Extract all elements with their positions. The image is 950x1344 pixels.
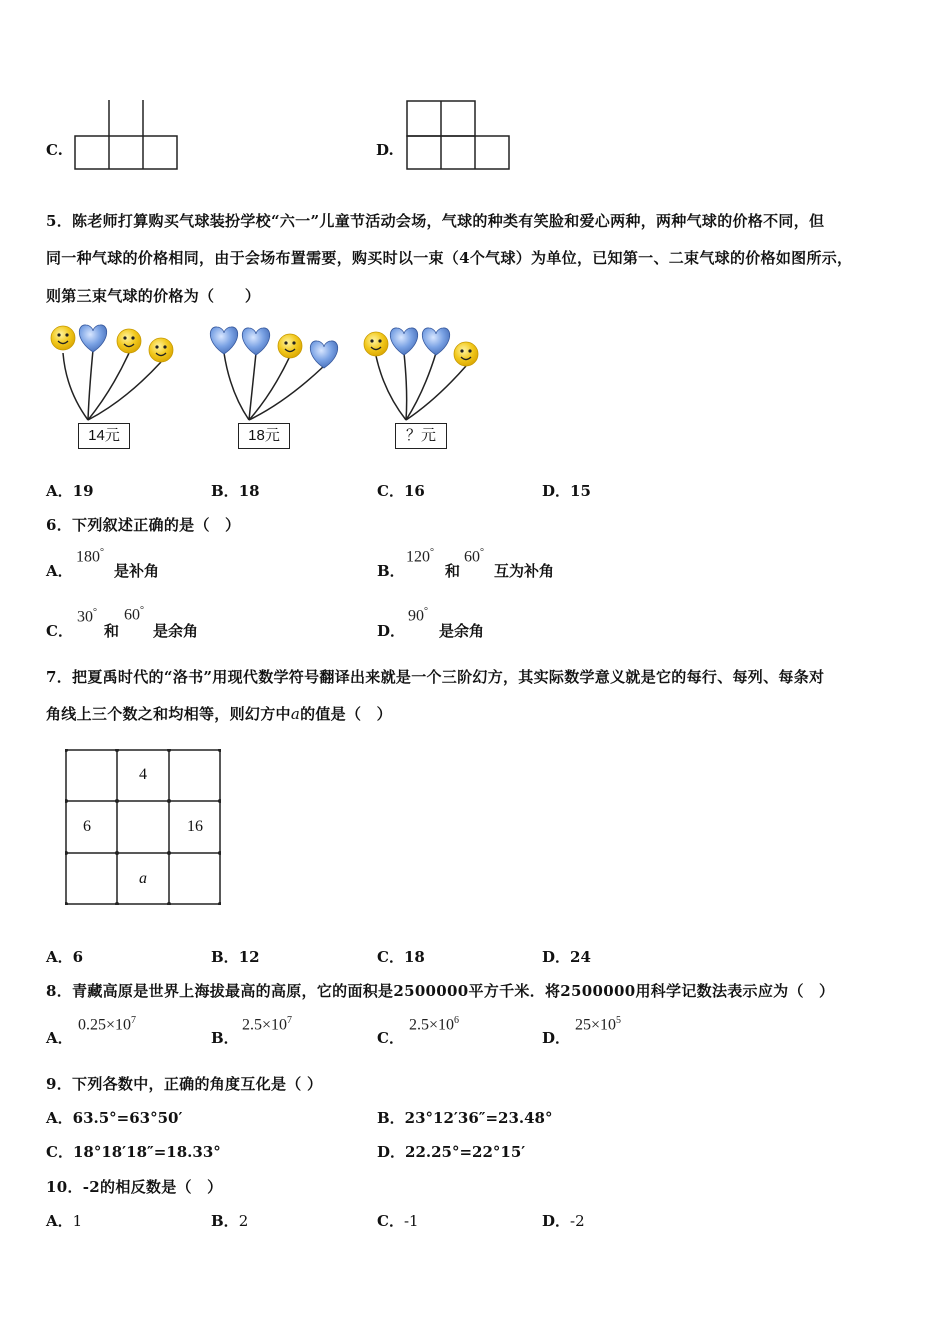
q6-option-b-text: 互为补角	[494, 562, 555, 580]
q7-cell	[65, 853, 117, 905]
option-label: A．	[46, 482, 73, 500]
option-label: D．	[542, 1212, 571, 1230]
q5-option-d[interactable]	[542, 480, 591, 501]
q7-line-1: 7．把夏禹时代的“洛书”用现代数学符号翻译出来就是一个三阶幻方，其实际数学意义就是它的每行、每列、每条对	[46, 668, 825, 686]
q9-option-b[interactable]: B．23°12′36″=23.48°	[377, 1109, 553, 1127]
q8-option-c-label[interactable]: C．	[377, 1029, 404, 1047]
q7-cell: 16	[187, 818, 203, 835]
q5-bunch-2	[210, 327, 337, 420]
q5-bunch-1-smiley-icon	[117, 329, 141, 353]
q4-option-d-figure	[404, 99, 514, 173]
q9-option-a[interactable]: A．63.5°=63°50′	[46, 1109, 183, 1127]
q5-bunch-1-price: 14元	[78, 423, 130, 449]
q10-option-a[interactable]	[46, 1210, 82, 1231]
option-label: B．	[211, 948, 239, 966]
q5-bunch-1-heart-icon	[79, 325, 106, 352]
q7-line-2: 角线上三个数之和均相等，则幻方中a的值是（ ）	[46, 705, 392, 723]
option-value: -2	[570, 1212, 585, 1230]
q6-option-a-label[interactable]: A．	[46, 562, 73, 580]
q5-option-b[interactable]	[211, 480, 260, 501]
option-label: C．	[377, 1212, 404, 1230]
q10-option-c[interactable]	[377, 1210, 419, 1231]
q9-option-c[interactable]: C．18°18′18″=18.33°	[46, 1143, 221, 1161]
option-label: C．	[377, 948, 404, 966]
option-value: 19	[72, 482, 94, 500]
q5-bunch-1	[51, 325, 173, 420]
q5-bunch-2-smiley-icon	[278, 334, 302, 358]
q6-option-c-label[interactable]: C．	[46, 622, 73, 640]
option-value: -1	[403, 1212, 419, 1230]
q6-option-b-math-1: 120°	[406, 547, 434, 566]
q5-bunch-1-smiley-icon	[149, 338, 173, 362]
q7-option-d[interactable]	[542, 946, 591, 967]
option-label: D．	[542, 482, 571, 500]
q5-bunch-3-heart-icon	[422, 328, 449, 355]
q5-bunch-3-smiley-icon	[364, 332, 388, 356]
q4-option-c-label: C.	[46, 141, 63, 159]
option-value: 15	[570, 482, 591, 500]
option-value: 18	[238, 482, 260, 500]
q7-cell	[169, 853, 221, 905]
option-value: 1	[72, 1212, 83, 1230]
q7-cell-a: a	[139, 870, 147, 887]
q6-option-d-math: 90°	[408, 606, 428, 625]
q5-bunch-2-heart-icon	[242, 328, 269, 355]
q7-cell: 6	[83, 818, 91, 835]
option-value: 18	[403, 948, 425, 966]
option-label: B．	[211, 482, 239, 500]
q6-option-c-math-1: 30°	[77, 607, 97, 626]
q7-option-a[interactable]	[46, 946, 83, 967]
q8-option-d-label[interactable]: D．	[542, 1029, 571, 1047]
q5-bunch-3-price: ？元	[395, 423, 447, 449]
q10-option-d[interactable]	[542, 1210, 585, 1231]
q8-stem: 8．青藏高原是世界上海拔最高的高原，它的面积是2500000平方千米．将2500000用科学记数法表示应为（ ）	[46, 982, 835, 1000]
q6-option-c-math-2: 60°	[124, 605, 144, 624]
q7-option-c[interactable]	[377, 946, 425, 967]
q7-cell	[169, 749, 221, 801]
q6-option-d-label[interactable]: D．	[377, 622, 406, 640]
option-label: A．	[46, 1212, 73, 1230]
q9-option-d[interactable]: D．22.25°=22°15′	[377, 1143, 526, 1161]
q9-stem: 9．下列各数中，正确的角度互化是（ ）	[46, 1075, 323, 1093]
q5-bunch-2-heart-icon	[210, 327, 237, 354]
q6-stem: 6．下列叙述正确的是（ ）	[46, 516, 241, 534]
q6-option-b-label[interactable]: B．	[377, 562, 405, 580]
q4-option-d-label: D.	[376, 141, 394, 159]
q7-cell	[65, 749, 117, 801]
q5-bunch-3	[364, 328, 478, 420]
option-label: B．	[211, 1212, 239, 1230]
q5-bunch-1-smiley-icon	[51, 326, 75, 350]
q6-option-d-text: 是余角	[439, 622, 485, 640]
q10-option-b[interactable]	[211, 1210, 248, 1231]
q7-magic-square	[65, 749, 221, 905]
q8-option-d-math: $25\times 10^5$	[575, 1015, 622, 1034]
option-value: 6	[72, 948, 84, 966]
q5-bunch-2-heart-icon	[310, 341, 337, 368]
q10-stem: 10．-2的相反数是（ ）	[46, 1178, 223, 1196]
q7-option-b[interactable]	[211, 946, 260, 967]
q5-bunch-3-smiley-icon	[454, 342, 478, 366]
q6-option-a-text: 是补角	[114, 562, 160, 580]
q6-option-b-and: 和	[445, 562, 461, 580]
option-value: 12	[238, 948, 260, 966]
q5-line-2: 同一种气球的价格相同，由于会场布置需要，购买时以一束（4个气球）为单位，已知第一、二束气球的价格如图所示，	[46, 249, 853, 267]
q5-option-a[interactable]	[46, 480, 94, 501]
q5-bunch-2-price: 18元	[238, 423, 290, 449]
option-value: 16	[403, 482, 425, 500]
option-label: D．	[542, 948, 571, 966]
option-label: C．	[377, 482, 404, 500]
q5-line-1: 5．陈老师打算购买气球装扮学校“六一”儿童节活动会场，气球的种类有笑脸和爱心两种，两种气球的价格不同，但	[46, 212, 825, 230]
q7-cell	[117, 801, 169, 853]
option-value: 24	[570, 948, 591, 966]
option-value: 2	[238, 1212, 249, 1230]
q6-option-b-math-2: 60°	[464, 547, 484, 566]
q7-cell: 4	[139, 766, 147, 783]
q5-option-c[interactable]	[377, 480, 425, 501]
q8-option-a-label[interactable]: A．	[46, 1029, 73, 1047]
q8-option-b-label[interactable]: B．	[211, 1029, 239, 1047]
q8-option-a-math: $0.25\times 10^7$	[78, 1015, 137, 1034]
q6-option-c-and: 和	[104, 622, 120, 640]
q4-option-c-figure	[72, 99, 182, 173]
q8-option-b-math: $2.5\times 10^7$	[242, 1015, 293, 1034]
q6-option-c-text: 是余角	[153, 622, 199, 640]
q5-line-3: 则第三束气球的价格为（ ）	[46, 287, 261, 305]
q5-bunch-3-heart-icon	[390, 328, 417, 355]
q6-option-a-math: 180°	[76, 547, 104, 566]
q8-option-c-math: $2.5\times 10^6$	[409, 1015, 460, 1034]
option-label: A．	[46, 948, 73, 966]
